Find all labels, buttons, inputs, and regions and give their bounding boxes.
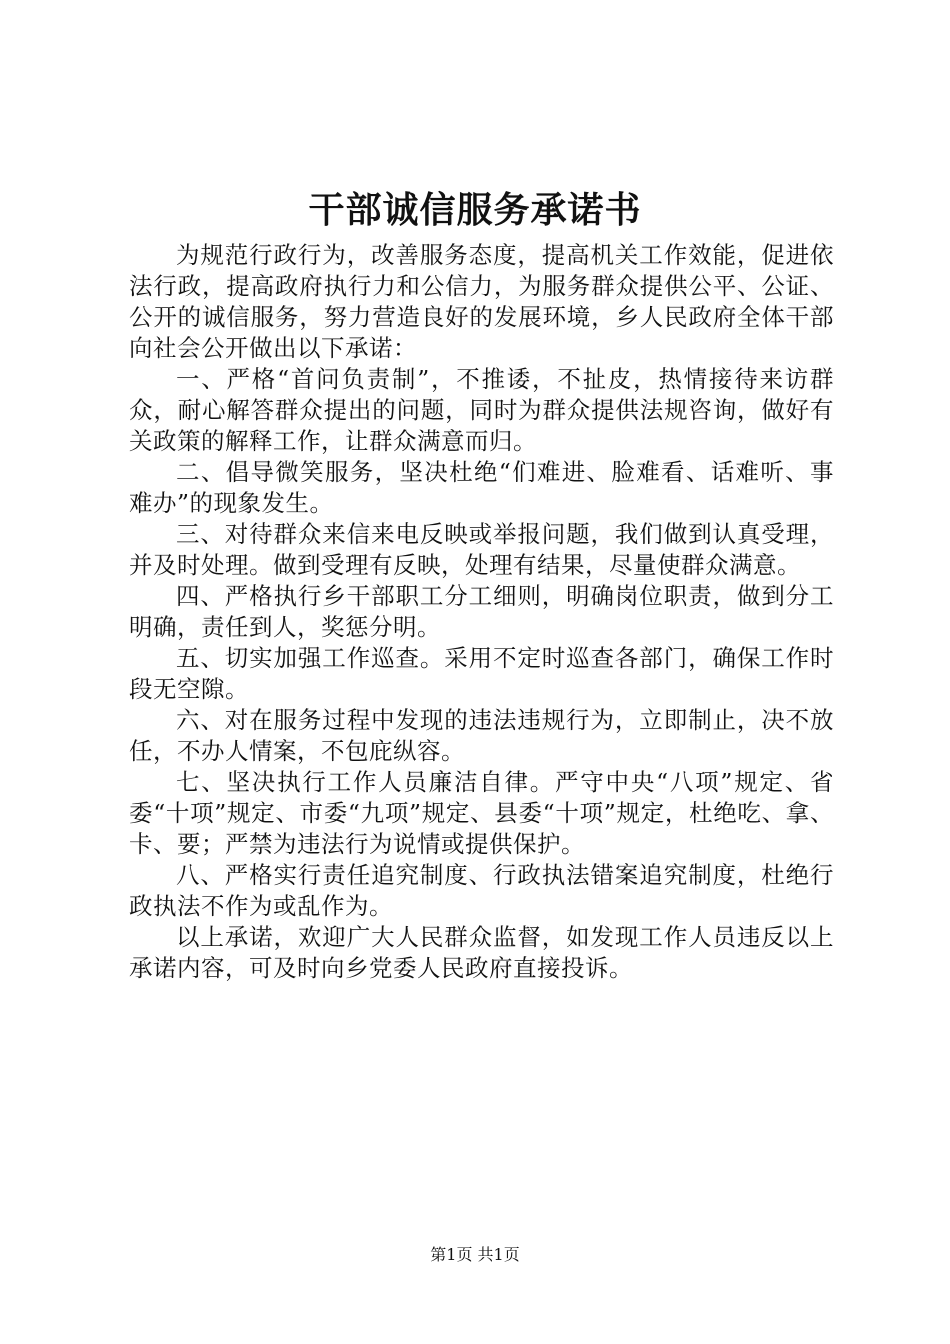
paragraph-item-4: 四、严格执行乡干部职工分工细则，明确岗位职责，做到分工明确，责任到人，奖惩分明。 [129,582,834,641]
page-number-footer: 第1页 共1页 [430,1245,520,1264]
paragraph-closing: 以上承诺，欢迎广大人民群众监督，如发现工作人员违反以上承诺内容，可及时向乡党委人民政府直接投诉。 [129,923,834,982]
document-title: 干部诚信服务承诺书 [308,189,642,231]
document-body [129,240,834,984]
paragraph-item-7: 七、坚决执行工作人员廉洁自律。严守中央“八项”规定、省委“十项”规定、市委“九项”规定、县委“十项”规定，杜绝吃、拿、卡、要；严禁为违法行为说情或提供保护。 [129,768,834,858]
paragraph-item-1: 一、严格“首问负责制”，不推诿，不扯皮，热情接待来访群众，耐心解答群众提出的问题，同时为群众提供法规咨询，做好有关政策的解释工作，让群众满意而归。 [129,365,834,455]
paragraph-item-2: 二、倡导微笑服务，坚决杜绝“们难进、脸难看、话难听、事难办”的现象发生。 [129,458,834,517]
paragraph-item-6: 六、对在服务过程中发现的违法违规行为，立即制止，决不放任，不办人情案，不包庇纵容。 [129,706,834,765]
paragraph-intro: 为规范行政行为，改善服务态度，提高机关工作效能，促进依法行政，提高政府执行力和公信力，为服务群众提供公平、公证、公开的诚信服务，努力营造良好的发展环境，乡人民政府全体干部向社会公开做出以下承诺： [129,241,834,362]
paragraph-item-8: 八、严格实行责任追究制度、行政执法错案追究制度，杜绝行政执法不作为或乱作为。 [129,861,834,920]
paragraph-item-5: 五、切实加强工作巡查。采用不定时巡查各部门，确保工作时段无空隙。 [129,644,834,703]
paragraph-item-3: 三、对待群众来信来电反映或举报问题，我们做到认真受理，并及时处理。做到受理有反映，处理有结果，尽量使群众满意。 [129,520,834,579]
